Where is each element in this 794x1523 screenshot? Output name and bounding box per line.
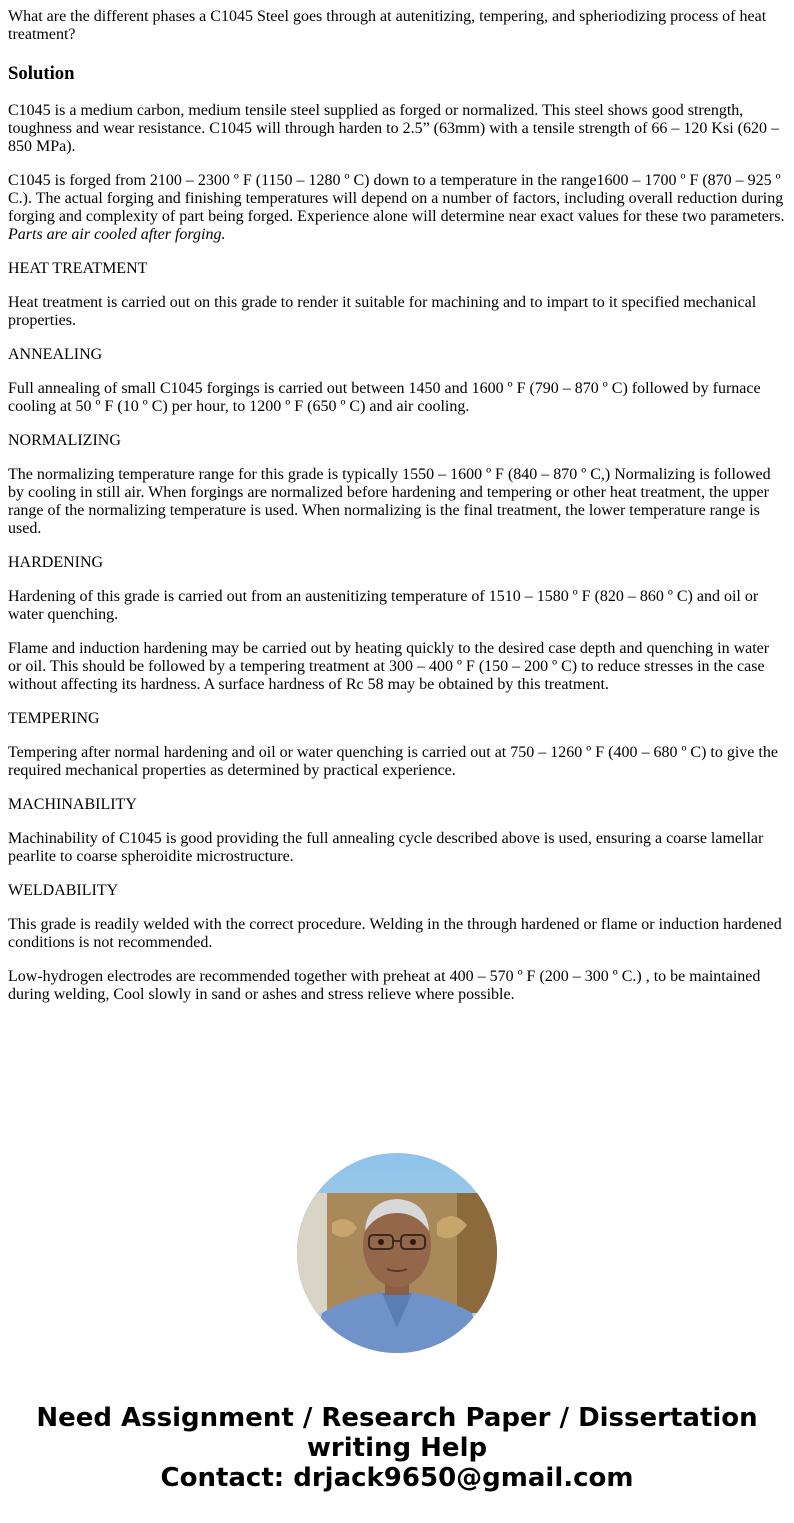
normalizing-heading: NORMALIZING [8,432,121,449]
forging-note: Parts are air cooled after forging. [8,226,226,243]
weldability-paragraph: This grade is readily welded with the correct procedure. Welding in the through hardened or flame or induction hardened conditions is not recommended. [8,916,782,951]
avatar [297,1153,497,1353]
solution-heading: Solution [8,63,75,84]
main-content [8,8,786,1020]
promo-line-2: writing Help [306,1433,488,1463]
promo-banner [0,1403,794,1493]
avatar-portrait [297,1153,497,1353]
promo-contact: Contact: drjack9650@gmail.com [160,1463,634,1493]
flame-hardening-paragraph: Flame and induction hardening may be carried out by heating quickly to the desired case depth and quenching in water or oil. This should be followed by a tempering treatment at 300 – 400 º F (150 – 200 º C) to reduce stresses in the case without affecting its hardness. A surface hardness of Rc 58 may be obtained by this treatment. [8,640,770,693]
machinability-heading: MACHINABILITY [8,796,137,813]
forging-paragraph [8,172,786,244]
hardening-heading: HARDENING [8,554,104,571]
normalizing-paragraph: The normalizing temperature range for this grade is typically 1550 – 1600 º F (840 – 870 º C,) Normalizing is followed by cooling in still air. When forgings are normalized before hardening and tempering or other heat treatment, the upper range of the normalizing temperature is used. When normalizing is the final treatment, the lower temperature range is used. [8,466,771,537]
tempering-heading: TEMPERING [8,710,100,727]
low-hydrogen-paragraph: Low-hydrogen electrodes are recommended together with preheat at 400 – 570 º F (200 – 300 º C.) , to be maintained during welding, Cool slowly in sand or ashes and stress relieve where possible. [8,968,761,1003]
promo-line-1: Need Assignment / Research Paper / Dissertation [36,1403,758,1433]
annealing-heading: ANNEALING [8,346,103,363]
machinability-paragraph: Machinability of C1045 is good providing the full annealing cycle described above is used, ensuring a coarse lamellar pearlite to coarse spheroidite microstructure. [8,830,764,865]
heat-treatment-heading: HEAT TREATMENT [8,260,148,277]
hardening-paragraph: Hardening of this grade is carried out from an austenitizing temperature of 1510 – 1580 º F (820 – 860 º C) and oil or water quenching. [8,588,759,623]
tempering-paragraph: Tempering after normal hardening and oil or water quenching is carried out at 750 – 1260 º F (400 – 680 º C) to give the required mechanical properties as determined by practical experience. [8,744,778,779]
weldability-heading: WELDABILITY [8,882,119,899]
forging-text: C1045 is forged from 2100 – 2300 º F (1150 – 1280 º C) down to a temperature in the range1600 – 1700 º F (870 – 925 º C.). The actual forging and finishing temperatures will depend on a number of factors, including overall reduction during forging and complexity of part being forged. Experience alone will determine near exact values for these two parameters. [8,172,785,225]
question-text: What are the different phases a C1045 Steel goes through at autenitizing, tempering, and spheriodizing process of heat treatment? [8,8,767,43]
heat-treatment-paragraph: Heat treatment is carried out on this grade to render it suitable for machining and to impart to it specified mechanical properties. [8,294,757,329]
intro-paragraph: C1045 is a medium carbon, medium tensile steel supplied as forged or normalized. This steel shows good strength, toughness and wear resistance. C1045 will through harden to 2.5” (63mm) with a tensile strength of 66 – 120 Ksi (620 – 850 MPa). [8,102,779,155]
annealing-paragraph: Full annealing of small C1045 forgings is carried out between 1450 and 1600 º F (790 – 870 º C) followed by furnace cooling at 50 º F (10 º C) per hour, to 1200 º F (650 º C) and air cooling. [8,380,761,415]
